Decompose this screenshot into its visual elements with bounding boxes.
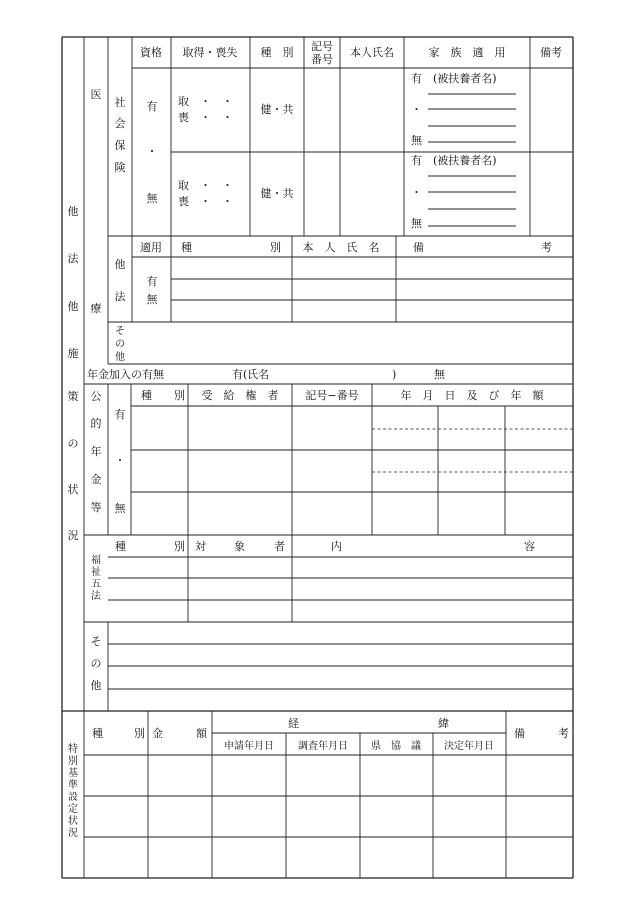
header-symbol-number: 記号 <box>311 40 333 53</box>
other-label-char: そ <box>90 635 102 648</box>
special-label-char: 準 <box>68 780 78 791</box>
pension-label-char: 金 <box>90 473 102 486</box>
header-decision-date: 決定年月日 <box>444 741 494 752</box>
header-qualification: 資格 <box>140 46 162 59</box>
family-option: ・ <box>411 103 422 116</box>
other-label-char: 他 <box>90 679 102 692</box>
social-insurance-label-char: 会 <box>114 117 126 130</box>
lose-date: 喪 ・ ・ <box>178 195 233 208</box>
social-insurance-label-char: 社 <box>114 96 126 109</box>
pension-enrollment-close: ) <box>392 368 397 381</box>
welfare-label-char: 福 <box>91 555 101 566</box>
medical-other-label-char: の <box>115 339 125 350</box>
header-target: 者 <box>274 540 285 553</box>
qualification-option: 有 <box>146 100 158 113</box>
header-prefecture-council: 県 協 議 <box>371 741 421 752</box>
section-title-char: 施 <box>67 347 79 360</box>
pension-option: 有 <box>114 408 126 421</box>
header-date-amount: 年 月 日 及 び 年 額 <box>400 389 544 402</box>
header-target: 象 <box>234 540 245 553</box>
header-recipient: 受 給 権 者 <box>201 389 279 402</box>
header-remarks: 備 <box>514 727 525 740</box>
family-option: 有 (被扶養者名) <box>411 154 497 167</box>
pension-option: 無 <box>114 502 126 515</box>
header-person-name: 本 人 氏 名 <box>302 241 380 254</box>
pension-option: ・ <box>114 454 126 467</box>
welfare-label-char: 五 <box>91 579 101 590</box>
header-process: 緯 <box>438 717 449 730</box>
pension-label-char: 年 <box>90 445 102 458</box>
other-law-label-char: 他 <box>114 258 126 271</box>
header-remarks: 考 <box>558 727 569 740</box>
insurance-type: 健・共 <box>260 103 294 116</box>
other-label-char: の <box>90 657 102 670</box>
header-type: 種 別 <box>260 46 294 59</box>
special-label-char: 状 <box>68 816 78 827</box>
header-target: 対 <box>195 540 206 553</box>
social-insurance-label-char: 保 <box>114 139 126 152</box>
family-option: 無 <box>411 217 422 230</box>
header-type: 別 <box>270 241 281 254</box>
section-title-char: 法 <box>67 252 79 265</box>
header-family-coverage: 家 族 適 用 <box>428 46 506 59</box>
acquire-date: 取 ・ ・ <box>178 179 233 192</box>
social-insurance-label-char: 険 <box>114 161 126 174</box>
special-label-char: 基 <box>68 768 78 779</box>
header-survey-date: 調査年月日 <box>298 741 348 752</box>
special-label-char: 況 <box>68 828 78 839</box>
welfare-label-char: 法 <box>91 591 101 602</box>
header-symbol-number: 番号 <box>311 53 333 66</box>
section-title-char: の <box>67 437 79 450</box>
pension-label-char: 公 <box>90 390 102 403</box>
lose-date: 喪 ・ ・ <box>178 111 233 124</box>
header-content: 容 <box>524 540 535 553</box>
medical-other-label-char: 他 <box>115 352 125 363</box>
applied-option: 無 <box>146 293 158 306</box>
header-acquisition-loss: 取得・喪失 <box>182 46 238 59</box>
medical-other-label-char: そ <box>115 326 125 337</box>
special-label-char: 定 <box>68 804 78 815</box>
pension-enrollment-label: 年金加入の有無 <box>87 368 164 381</box>
pension-label-char: 等 <box>90 501 102 514</box>
medical-label-char: 療 <box>90 302 102 315</box>
section-title-char: 状 <box>67 483 79 496</box>
welfare-label-char: 祉 <box>91 567 101 578</box>
medical-label-char: 医 <box>90 88 102 101</box>
header-application-date: 申請年月日 <box>224 741 274 752</box>
section-title-char: 他 <box>67 205 79 218</box>
header-type: 別 <box>174 389 185 402</box>
header-type: 種 <box>115 540 126 553</box>
header-process: 経 <box>288 717 299 730</box>
special-label-char: 別 <box>68 756 78 767</box>
header-symbol-number: 記号−番号 <box>305 389 359 402</box>
header-applied: 適用 <box>140 241 162 254</box>
header-type: 種 <box>92 727 103 740</box>
special-label-char: 特 <box>68 744 78 755</box>
insurance-type: 健・共 <box>260 187 294 200</box>
section-title-char: 策 <box>67 390 79 403</box>
header-type: 種 <box>141 389 152 402</box>
pension-enrollment-yes: 有(氏名 <box>232 368 270 381</box>
header-type: 別 <box>174 540 185 553</box>
header-type: 別 <box>134 727 145 740</box>
acquire-date: 取 ・ ・ <box>178 95 233 108</box>
applied-option: 有 <box>146 275 158 288</box>
header-content: 内 <box>331 540 342 553</box>
section-title-char: 他 <box>67 300 79 313</box>
header-type: 種 <box>181 241 192 254</box>
pension-enrollment-no: 無 <box>434 368 445 381</box>
qualification-option: 無 <box>146 192 158 205</box>
header-remarks: 備考 <box>540 46 562 59</box>
other-law-label-char: 法 <box>114 290 126 303</box>
special-label-char: 設 <box>68 792 78 803</box>
section-title-char: 況 <box>67 529 79 542</box>
pension-label-char: 的 <box>90 417 102 430</box>
header-remarks: 考 <box>541 241 552 254</box>
header-remarks: 備 <box>413 241 424 254</box>
family-option: ・ <box>411 186 422 199</box>
header-amount: 金 <box>152 727 163 740</box>
header-amount: 額 <box>196 727 207 740</box>
qualification-option: ・ <box>146 145 158 158</box>
header-insured-name: 本人氏名 <box>350 46 394 59</box>
family-option: 有 (被扶養者名) <box>411 72 497 85</box>
family-option: 無 <box>411 134 422 147</box>
